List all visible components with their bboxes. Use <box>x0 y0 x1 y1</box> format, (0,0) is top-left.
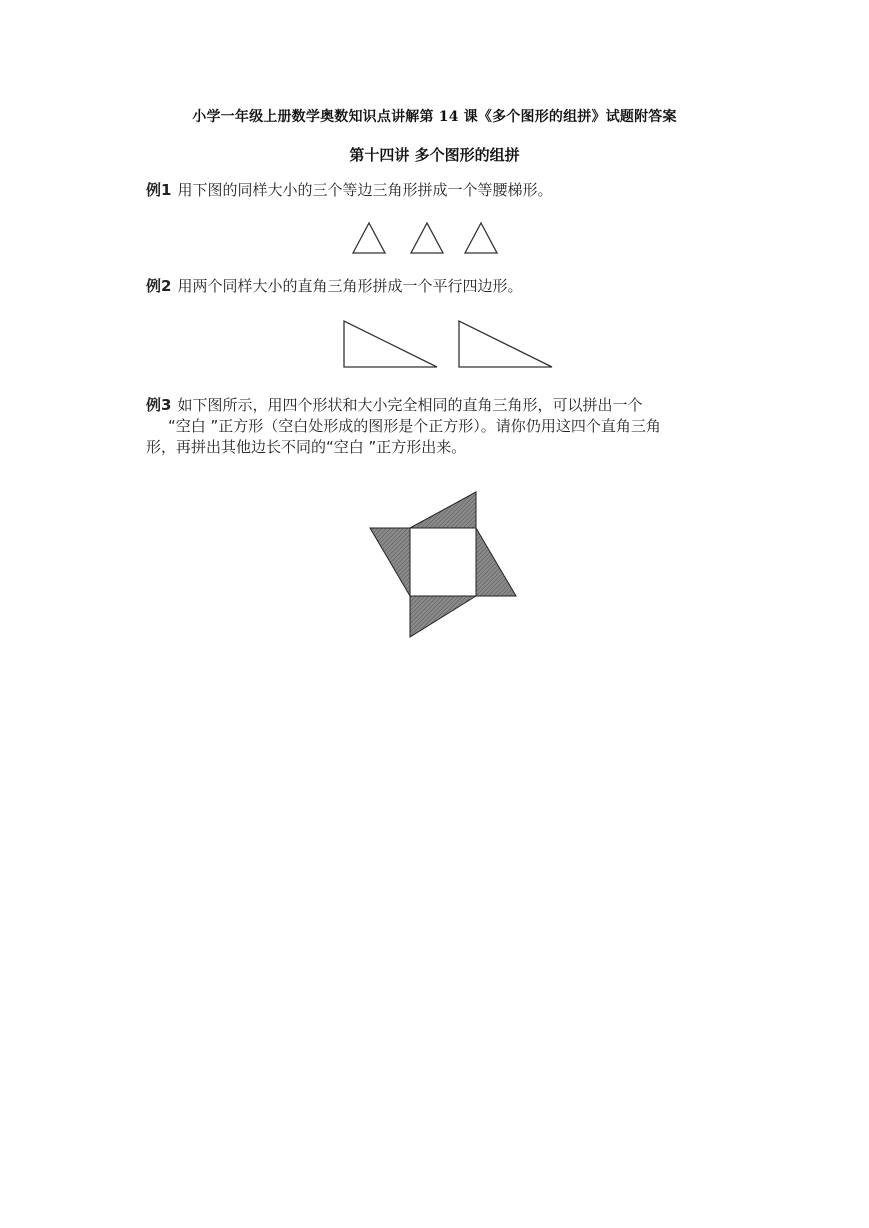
example-2 <box>146 276 736 297</box>
example-2-tag: 例2 <box>146 277 172 295</box>
example-1-text: 用下图的同样大小的三个等边三角形拼成一个等腰梯形。 <box>177 181 553 199</box>
equilateral-triangle-1 <box>353 223 385 253</box>
equilateral-triangle-3 <box>465 223 497 253</box>
blank-square <box>410 528 476 596</box>
lecture-title: 第十四讲 多个图形的组拼 <box>349 146 520 164</box>
example-1-figure <box>349 218 499 258</box>
example-2-figure <box>340 317 556 371</box>
right-triangle-left <box>370 528 410 596</box>
example-3-line-1: 如下图所示，用四个形状和大小完全相同的直角三角形，可以拼出一个 <box>177 396 643 414</box>
example-2-text: 用两个同样大小的直角三角形拼成一个平行四边形。 <box>177 277 523 295</box>
right-triangle-bottom <box>410 596 476 637</box>
example-1-tag: 例1 <box>146 181 172 199</box>
example-3-line-2: “空白 ”正方形（空白处形成的图形是个正方形）。请你仍用这四个直角三角 <box>168 417 661 435</box>
right-triangle-right <box>476 528 516 596</box>
example-3-line-3: 形，再拼出其他边长不同的“空白 ”正方形出来。 <box>146 438 467 456</box>
example-3-tag: 例3 <box>146 396 172 414</box>
equilateral-triangle-2 <box>411 223 443 253</box>
page-title: 小学一年级上册数学奥数知识点讲解第 14 课《多个图形的组拼》试题附答案 <box>192 109 677 125</box>
example-3 <box>146 395 736 458</box>
right-triangle-top <box>410 492 476 528</box>
example-1 <box>146 180 736 201</box>
example-3-figure <box>366 489 522 641</box>
right-triangle-2 <box>459 321 552 367</box>
right-triangle-1 <box>344 321 437 367</box>
